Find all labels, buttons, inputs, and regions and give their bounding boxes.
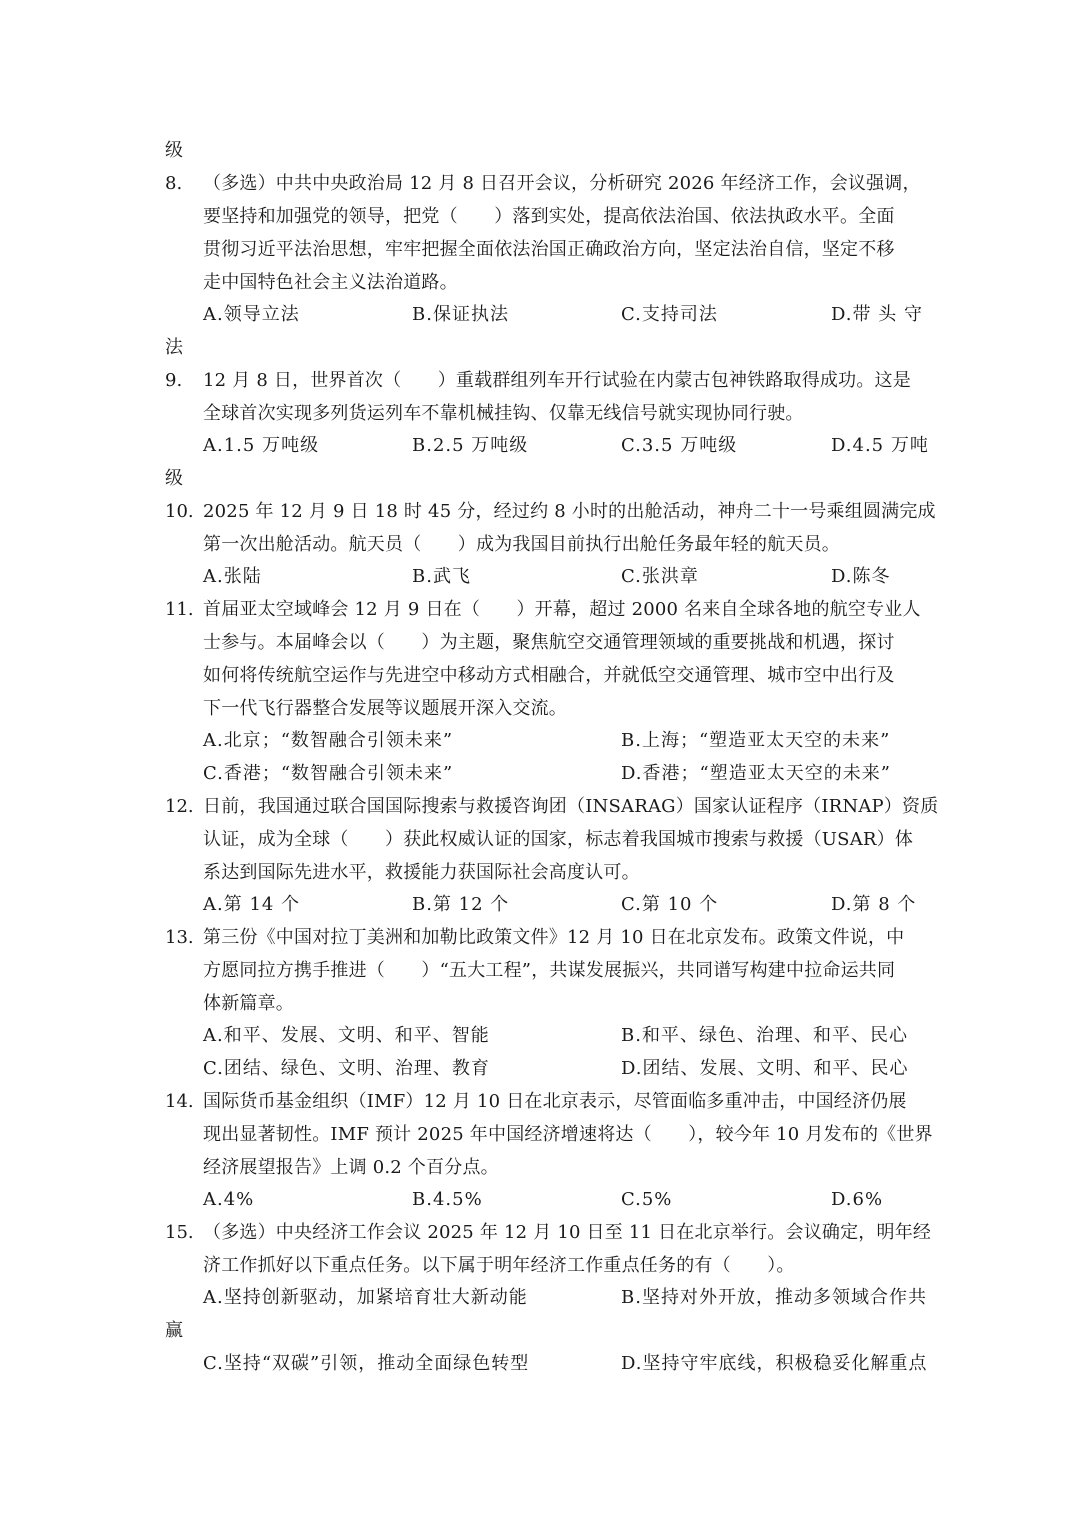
option-c: C.香港；“数智融合引领未来” <box>203 763 454 784</box>
option-b: B.2.5 万吨级 <box>412 435 529 456</box>
option-c: C.团结、绿色、文明、治理、教育 <box>203 1058 490 1079</box>
question-text-line: 现出显著韧性。IMF 预计 2025 年中国经济增速将达（ ），较今年 10 月发布的《世界 <box>203 1124 933 1145</box>
question-text-line: 第三份《中国对拉丁美洲和加勒比政策文件》12 月 10 日在北京发布。政策文件说，中 <box>203 927 905 948</box>
option-a: A.第 14 个 <box>203 894 301 915</box>
question-text-line: 全球首次实现多列货运列车不靠机械挂钩、仅靠无线信号就实现协同行驶。 <box>203 403 804 424</box>
question-number: 10. <box>165 501 194 522</box>
option-d: D.坚持守牢底线，积极稳妥化解重点 <box>621 1353 928 1374</box>
option-wrap: 法 <box>165 337 184 358</box>
option-b: B.上海；“塑造亚太天空的未来” <box>621 730 891 751</box>
option-c: C.第 10 个 <box>621 894 719 915</box>
option-a: A.和平、发展、文明、和平、智能 <box>203 1025 490 1046</box>
option-a: A.张陆 <box>203 566 262 587</box>
option-c: C.5% <box>621 1189 673 1210</box>
question-text-line: 下一代飞行器整合发展等议题展开深入交流。 <box>203 698 567 719</box>
option-wrap: 级 <box>165 468 184 489</box>
option-c: C.3.5 万吨级 <box>621 435 738 456</box>
question-text-line: （多选）中共中央政治局 12 月 8 日召开会议，分析研究 2026 年经济工作，会议强调， <box>203 173 921 194</box>
question-text-line: 方愿同拉方携手推进（ ）“五大工程”，共谋发展振兴，共同谱写构建中拉命运共同 <box>203 960 896 981</box>
option-a: A.领导立法 <box>203 304 300 325</box>
question-text-line: 要坚持和加强党的领导，把党（ ）落到实处，提高依法治国、依法执政水平。全面 <box>203 206 895 227</box>
option-b: B.4.5% <box>412 1189 483 1210</box>
option-a: A.坚持创新驱动，加紧培育壮大新动能 <box>203 1287 528 1308</box>
option-d: D.第 8 个 <box>831 894 917 915</box>
question-text-line: 首届亚太空域峰会 12 月 9 日在（ ）开幕，超过 2000 名来自全球各地的航空专业人 <box>203 599 921 620</box>
question-text-line: 系达到国际先进水平，救援能力获国际社会高度认可。 <box>203 862 640 883</box>
question-text-line: 认证，成为全球（ ）获此权威认证的国家，标志着我国城市搜索与救援（USAR）体 <box>203 829 914 850</box>
question-text-line: 走中国特色社会主义法治道路。 <box>203 272 458 293</box>
option-d: D.6% <box>831 1189 884 1210</box>
option-d: D.带 头 守 <box>831 304 923 325</box>
question-number: 12. <box>165 796 194 817</box>
question-text-line: 济工作抓好以下重点任务。以下属于明年经济工作重点任务的有（ ）。 <box>203 1255 795 1276</box>
question-number: 11. <box>165 599 194 620</box>
option-d: D.团结、发展、文明、和平、民心 <box>621 1058 909 1079</box>
question-text-line: （多选）中央经济工作会议 2025 年 12 月 10 日至 11 日在北京举行。会议确定，明年经 <box>203 1222 932 1243</box>
option-c: C.支持司法 <box>621 304 718 325</box>
option-a: A.北京；“数智融合引领未来” <box>203 730 454 751</box>
option-d: D.陈冬 <box>831 566 891 587</box>
option-c: C.张洪章 <box>621 566 699 587</box>
option-b: B.武飞 <box>412 566 471 587</box>
question-text-line: 如何将传统航空运作与先进空中移动方式相融合，并就低空交通管理、城市空中出行及 <box>203 665 895 686</box>
question-text-line: 士参与。本届峰会以（ ）为主题，聚焦航空交通管理领域的重要挑战和机遇，探讨 <box>203 632 895 653</box>
question-text-line: 第一次出舱活动。航天员（ ）成为我国目前执行出舱任务最年轻的航天员。 <box>203 534 840 555</box>
question-number: 8. <box>165 173 183 194</box>
option-a: A.1.5 万吨级 <box>203 435 320 456</box>
option-b: B.坚持对外开放，推动多领域合作共 <box>621 1287 927 1308</box>
option-b: B.第 12 个 <box>412 894 510 915</box>
question-text-line: 12 月 8 日，世界首次（ ）重载群组列车开行试验在内蒙古包神铁路取得成功。这是 <box>203 370 911 391</box>
question-text-line: 体新篇章。 <box>203 993 294 1014</box>
option-c: C.坚持“双碳”引领，推动全面绿色转型 <box>203 1353 530 1374</box>
question-text-line: 日前，我国通过联合国国际搜索与救援咨询团（INSARAG）国家认证程序（IRNAP）资质 <box>203 796 939 817</box>
question-text-line: 贯彻习近平法治思想，牢牢把握全面依法治国正确政治方向，坚定法治自信，坚定不移 <box>203 239 895 260</box>
option-b: B.保证执法 <box>412 304 509 325</box>
question-number: 9. <box>165 370 183 391</box>
top-fragment: 级 <box>165 140 184 161</box>
question-number: 15. <box>165 1222 194 1243</box>
question-text-line: 2025 年 12 月 9 日 18 时 45 分，经过约 8 小时的出舱活动，神舟二十一号乘组圆满完成 <box>203 501 936 522</box>
question-number: 14. <box>165 1091 194 1112</box>
option-b: B.和平、绿色、治理、和平、民心 <box>621 1025 908 1046</box>
option-d: D.香港；“塑造亚太天空的未来” <box>621 763 891 784</box>
option-a: A.4% <box>203 1189 255 1210</box>
option-d: D.4.5 万吨 <box>831 435 929 456</box>
question-text-line: 国际货币基金组织（IMF）12 月 10 日在北京表示，尽管面临多重冲击，中国经济仍展 <box>203 1091 907 1112</box>
question-text-line: 经济展望报告》上调 0.2 个百分点。 <box>203 1157 499 1178</box>
option-wrap: 赢 <box>165 1320 184 1341</box>
question-number: 13. <box>165 927 194 948</box>
